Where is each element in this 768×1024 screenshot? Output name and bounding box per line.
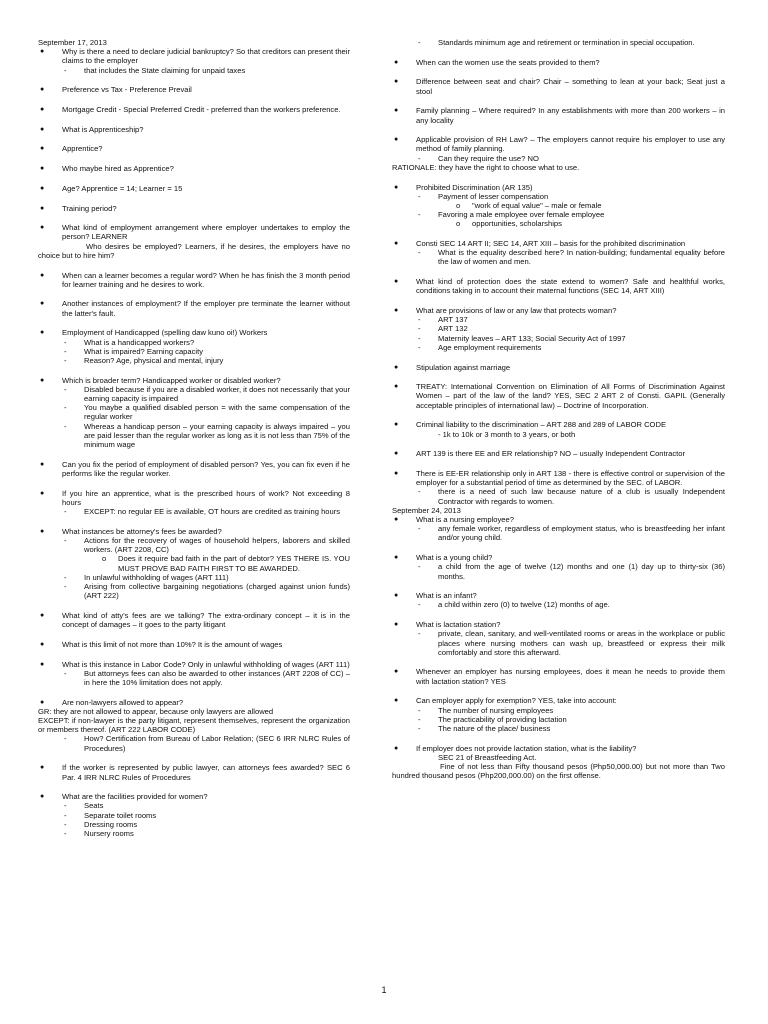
bullet-item: ● Consti SEC 14 ART II; SEC 14, ART XIII – basis for the prohibited discrimination — [392, 239, 725, 248]
bullet-item: ● What is Apprenticeship? — [38, 125, 350, 134]
dash-item: - Actions for the recovery of wages of household helpers, laborers and skilled workers. (ART 2208, CC) — [38, 536, 350, 554]
paragraph: RATIONALE: they have the right to choose what to use. — [392, 162, 580, 172]
paragraph: EXCEPT: if non-lawyer is the party litigant, represent themselves, represent the organization or members thereof. (ART 222 LABOR CODE) — [38, 716, 350, 735]
dash-item: - Disabled because if you are a disabled worker, it does not necessarily that your earning capacity is impaired — [38, 385, 350, 403]
date-heading: September 24, 2013 — [392, 505, 461, 515]
paragraph: GR: they are not allowed to appear, because only lawyers are allowed — [38, 706, 274, 716]
dash-item: - Favoring a male employee over female employee — [392, 210, 725, 219]
bullet-item: ● When can the women use the seats provided to them? — [392, 58, 725, 67]
dash-item: - private, clean, sanitary, and well-ventilated rooms or areas in the workplace or public places where nursing mothers can wash up, breastfeed or express their milk comfortably and store this afterward. — [392, 629, 725, 657]
dash-item: - Nursery rooms — [38, 829, 350, 838]
dash-item: - You maybe a qualified disabled person = with the same compensation of the regular worker — [38, 403, 350, 421]
dash-item: - In unlawful withholding of wages (ART 111) — [38, 573, 350, 582]
dash-item: - Dressing rooms — [38, 820, 350, 829]
dash-item: - Payment of lesser compensation — [392, 192, 725, 201]
dash-item: - a child from the age of twelve (12) months and one (1) day up to thirty-six (36) months. — [392, 562, 725, 580]
paragraph: Fine of not less than Fifty thousand pesos (Php50,000.00) but not more than Two hundred thousand pesos (Php200,000.00) on the first offense. — [392, 762, 725, 781]
dash-item: - Arising from collective bargaining negotiations (charged against union funds) (ART 222) — [38, 582, 350, 600]
bullet-item: ● Employment of Handicapped (spelling daw kuno oi!) Workers — [38, 328, 350, 337]
bullet-item: ● TREATY: International Convention on Elimination of All Forms of Discrimination Against Women – part of the law of the land? YES, SEC 2 ART 2 of Consti. GAPIL (Generally acceptable principles of international law) – Doctrine of Incorporation. — [392, 382, 725, 410]
bullet-item: ● What is lactation station? — [392, 620, 725, 629]
dash-item: - Maternity leaves – ART 133; Social Security Act of 1997 — [392, 334, 725, 343]
sub-bullet-item: o opportunities, scholarships — [392, 219, 725, 228]
dash-item: - What is the equality described here? In nation-building; fundamental equality before the law of women and men. — [392, 248, 725, 266]
dash-item: - Seats — [38, 801, 350, 810]
dash-item: - What is a handicapped workers? — [38, 338, 350, 347]
bullet-item: ● What kind of protection does the state extend to women? Safe and healthful works, conditions taking in to account their maternal functions (SEC 14, ART XIII) — [392, 277, 725, 295]
dash-item: - The number of nursing employees — [392, 706, 725, 715]
paragraph: - 1k to 10k or 3 month to 3 years, or both — [438, 429, 576, 439]
bullet-item: ● Which is broader term? Handicapped worker or disabled worker? — [38, 376, 350, 385]
right-column — [392, 38, 725, 780]
bullet-item: ● If employer does not provide lactation station, what is the liability? — [392, 744, 725, 753]
bullet-item: ● Preference vs Tax - Preference Prevail — [38, 85, 350, 94]
dash-item: - that includes the State claiming for unpaid taxes — [38, 66, 350, 75]
dash-item: - Whereas a handicap person – your earning capacity is always impaired – you are paid lesser than the regular worker as long as it is not less than 75% of the minimum wage — [38, 422, 350, 450]
bullet-item: ● Who maybe hired as Apprentice? — [38, 164, 350, 173]
bullet-item: ● What kind of atty's fees are we talking? The extra-ordinary concept – it is in the concept of damages – it goes to the party litigant — [38, 611, 350, 629]
dash-item: - Can they require the use? NO — [392, 154, 725, 163]
bullet-item: ● Criminal liability to the discrimination – ART 288 and 289 of LABOR CODE — [392, 420, 725, 429]
date-heading: September 17, 2013 — [38, 38, 107, 47]
dash-item: - EXCEPT: no regular EE is available, OT hours are credited as training hours — [38, 507, 350, 516]
bullet-item: ● Another instances of employment? If the employer pre terminate the learner without the latter's fault. — [38, 299, 350, 317]
bullet-item: ● Applicable provision of RH Law? – The employers cannot require his employer to use any method of family planning. — [392, 135, 725, 153]
bullet-item: ● What are the facilities provided for women? — [38, 792, 350, 801]
dash-item: - Age employment requirements — [392, 343, 725, 352]
dash-item: - ART 132 — [392, 324, 725, 333]
bullet-item: ● Stipulation against marriage — [392, 363, 725, 372]
bullet-item: ● Can employer apply for exemption? YES, take into account: — [392, 696, 725, 705]
bullet-item: ● If the worker is represented by public lawyer, can attorneys fees awarded? SEC 6 Par. 4 IRR NLRC Rules of Procedures — [38, 763, 350, 781]
dash-item: - What is impaired? Earning capacity — [38, 347, 350, 356]
dash-item: - Reason? Age, physical and mental, injury — [38, 356, 350, 365]
bullet-item: ● Whenever an employer has nursing employees, does it mean he needs to provide them with lactation station? YES — [392, 667, 725, 685]
bullet-item: ● Apprentice? — [38, 144, 350, 153]
bullet-item: ● Are non-lawyers allowed to appear? — [38, 698, 350, 707]
left-column — [38, 38, 350, 838]
dash-item: - a child within zero (0) to twelve (12) months of age. — [392, 600, 725, 609]
bullet-item: ● When can a learner becomes a regular word? When he has finish the 3 month period for learner training and he desires to work. — [38, 271, 350, 289]
paragraph: Who desires be employed? Learners, if he desires, the employers have no choice but to hire him? — [38, 241, 350, 260]
bullet-item: ● Prohibited Discrimination (AR 135) — [392, 183, 725, 192]
dash-item: - But attorneys fees can also be awarded to other instances (ART 2208 of CC) – in here the 10% limitation does not apply. — [38, 669, 350, 687]
bullet-item: ● What is a young child? — [392, 553, 725, 562]
bullet-item: ● Family planning – Where required? In any establishments with more than 200 workers – in any locality — [392, 106, 725, 124]
bullet-item: ● Difference between seat and chair? Chair – something to lean at your back; Seat just a stool — [392, 77, 725, 95]
bullet-item: ● ART 139 is there EE and ER relationship? NO – usually Independent Contractor — [392, 449, 725, 458]
bullet-item: ● What is a nursing employee? — [392, 515, 725, 524]
bullet-item: ● Age? Apprentice = 14; Learner = 15 — [38, 184, 350, 193]
bullet-item: ● What is this instance in Labor Code? Only in unlawful withholding of wages (ART 111) — [38, 660, 350, 669]
dash-item: - The practicability of providing lactation — [392, 715, 725, 724]
bullet-item: ● Mortgage Credit - Special Preferred Credit - preferred than the workers preference. — [38, 105, 350, 114]
bullet-item: ● What instances be attorney's fees be awarded? — [38, 527, 350, 536]
dash-item: - there is a need of such law because nature of a club is usually Independent Contractor with regards to women. — [392, 487, 725, 505]
bullet-item: ● Can you fix the period of employment of disabled person? Yes, you can fix even if he performs like the regular worker. — [38, 460, 350, 478]
sub-bullet-item: o Does it require bad faith in the part of debtor? YES THERE IS. YOU MUST PROVE BAD FAITH FIRST TO BE AWARDED. — [38, 554, 350, 572]
dash-item: - Separate toilet rooms — [38, 811, 350, 820]
page-number: 1 — [381, 985, 387, 995]
dash-item: - The nature of the place/ business — [392, 724, 725, 733]
bullet-item: ● Training period? — [38, 204, 350, 213]
bullet-item: ● What is this limit of not more than 10%? It is the amount of wages — [38, 640, 350, 649]
bullet-item: ● What are provisions of law or any law that protects woman? — [392, 306, 725, 315]
bullet-item: ● What kind of employment arrangement where employer undertakes to employ the person? LEARNER — [38, 223, 350, 241]
bullet-item: ● Why is there a need to declare judicial bankruptcy? So that creditors can present their claims to the employer — [38, 47, 350, 65]
dash-item: - ART 137 — [392, 315, 725, 324]
bullet-item: ● What is an infant? — [392, 591, 725, 600]
bullet-item: ● If you hire an apprentice, what is the prescribed hours of work? Not exceeding 8 hours — [38, 489, 350, 507]
sub-bullet-item: o "work of equal value" – male or female — [392, 201, 725, 210]
paragraph: SEC 21 of Breastfeeding Act. — [438, 752, 537, 762]
bullet-item: ● There is EE-ER relationship only in ART 138 - there is effective control or supervision of the employer for a substantial period of time as determined by the SEC. of LABOR. — [392, 469, 725, 487]
dash-item: - Standards minimum age and retirement or termination in special occupation. — [392, 38, 725, 47]
dash-item: - any female worker, regardless of employment status, who is breastfeeding her infant and/or young child. — [392, 524, 725, 542]
dash-item: - How? Certification from Bureau of Labor Relation; (SEC 6 IRR NLRC Rules of Procedures) — [38, 734, 350, 752]
